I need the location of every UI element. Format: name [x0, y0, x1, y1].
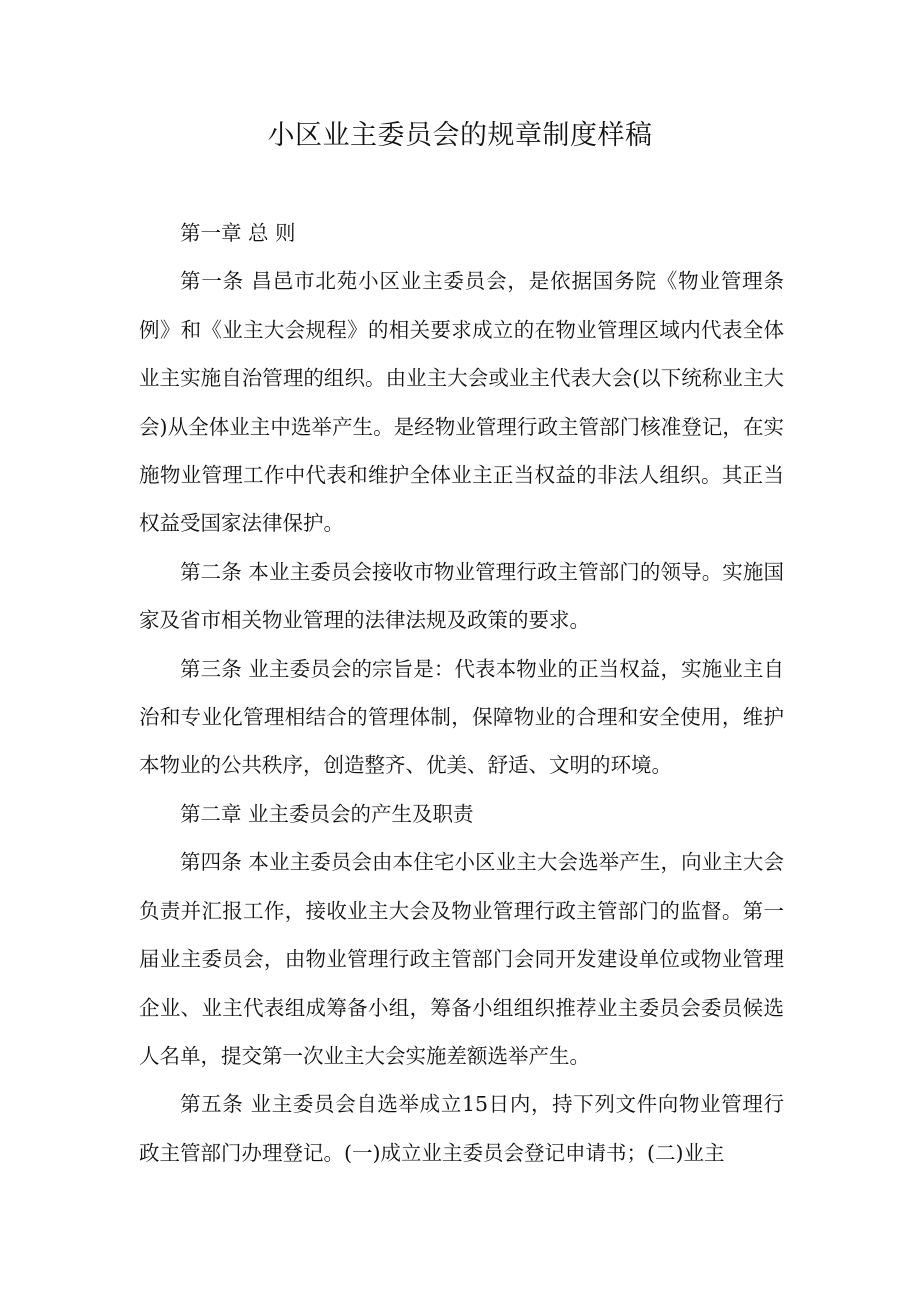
article-4: 第四条 本业主委员会由本住宅小区业主大会选举产生，向业主大会负责并汇报工作，接收业主大会及物业管理行政主管部门的监督。第一届业主委员会，由物业管理行政主管部门会同开发建设单位或物业管理企业、业主代表组成筹备小组，筹备小组组织推荐业主委员会委员候选人名单，提交第一次业主大会实施差额选举产生。	[139, 850, 784, 1068]
chapter-heading-2: 第二章 业主委员会的产生及职责	[180, 801, 474, 826]
document-title: 小区业主委员会的规章制度样稿	[267, 120, 653, 151]
chapter-heading-1: 第一章 总 则	[180, 221, 296, 245]
article-2: 第二条 本业主委员会接收市物业管理行政主管部门的领导。实施国家及省市相关物业管理的法律法规及政策的要求。	[139, 559, 784, 633]
article-3: 第三条 业主委员会的宗旨是：代表本物业的正当权益，实施业主自治和专业化管理相结合的管理体制，保障物业的合理和安全使用，维护本物业的公共秩序，创造整齐、优美、舒适、文明的环境。	[139, 656, 784, 778]
article-1: 第一条 昌邑市北苑小区业主委员会，是依据国务院《物业管理条例》和《业主大会规程》的相关要求成立的在物业管理区域内代表全体业主实施自治管理的组织。由业主大会或业主代表大会(以下统称业主大会)从全体业主中选举产生。是经物业管理行政主管部门核准登记，在实施物业管理工作中代表和维护全体业主正当权益的非法人组织。其正当权益受国家法律保护。	[139, 269, 784, 536]
document-body	[139, 209, 784, 1177]
article-5: 第五条 业主委员会自选举成立15日内，持下列文件向物业管理行政主管部门办理登记。(一)成立业主委员会登记申请书；(二)业主	[139, 1092, 784, 1165]
